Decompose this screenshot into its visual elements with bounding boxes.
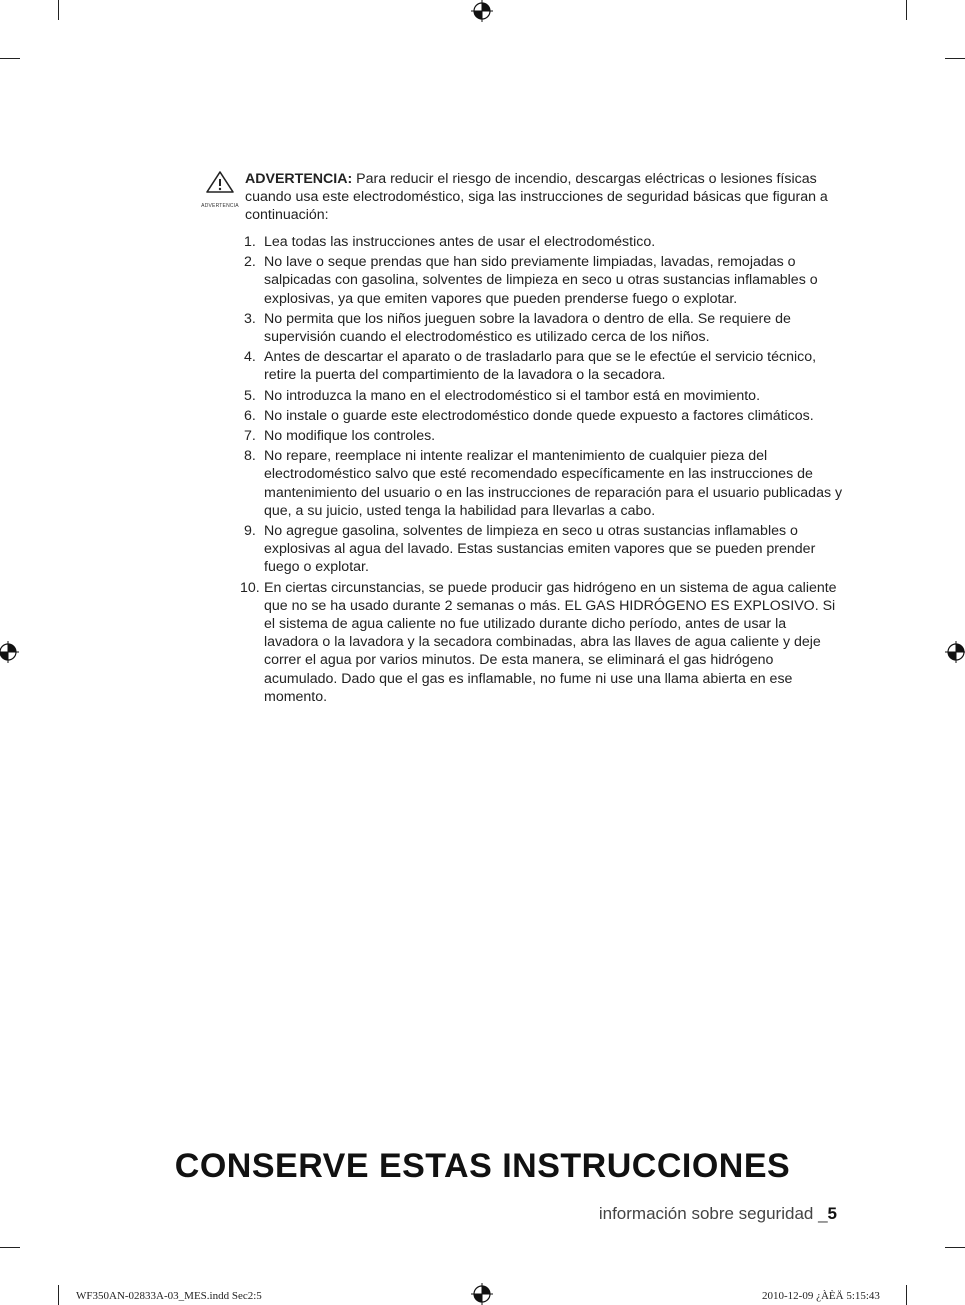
footer-section-title: información sobre seguridad _ (598, 1204, 828, 1223)
crop-mark (906, 1285, 907, 1305)
registration-target-icon (471, 1283, 493, 1305)
page-number: 5 (827, 1204, 837, 1223)
warning-icon-label: ADVERTENCIA (201, 203, 239, 209)
crop-mark (945, 1247, 965, 1248)
item-number: 9. (244, 523, 256, 540)
item-text: No introduzca la mano en el electrodoméstico si el tambor está en movimiento. (264, 387, 761, 404)
list-item (244, 407, 844, 425)
crop-mark (0, 1247, 20, 1248)
registration-target-icon (471, 0, 493, 22)
item-number: 3. (244, 310, 256, 327)
item-number: 6. (244, 407, 256, 424)
item-text: No modifique los controles. (264, 428, 436, 445)
item-number: 2. (244, 254, 256, 271)
registration-target-icon (0, 641, 19, 663)
item-text: No lave o seque prendas que han sido previamente limpiadas, lavadas, remojadas o salpicadas con gasolina, solventes de limpieza en seco u otras sustancias inflamables o explosivas, ya que emiten vapores que pueden prenderse fuego o explotar. (264, 254, 818, 307)
warning-lead: ADVERTENCIA: (245, 171, 353, 187)
page-footer (599, 1204, 837, 1224)
crop-mark (906, 0, 907, 20)
crop-mark (0, 58, 20, 59)
list-item (244, 348, 844, 384)
list-item (244, 253, 844, 308)
list-item (244, 427, 844, 445)
warning-text (245, 170, 840, 224)
warning-badge (200, 170, 240, 215)
item-number: 7. (244, 428, 256, 445)
list-item (244, 387, 844, 405)
item-text: En ciertas circunstancias, se puede producir gas hidrógeno en un sistema de agua caliente que no se ha usado durante 2 semanas o más. EL GAS HIDRÓGENO ES EXPLOSIVO. Si el sistema de agua caliente no fue utilizado durante dicho período, antes de usar la lavadora o la lavadora y la secadora combinadas, abra las llaves de agua caliente y deje correr el agua por varios minutos. De esta manera, se eliminará el gas hidrógeno acumulado. Dado que el gas es inflamable, no fume ni use una llama abierta en ese momento. (264, 579, 837, 705)
slug-timestamp: 2010-12-09 ¿ÀÈÄ 5:15:43 (762, 1290, 880, 1302)
crop-mark (58, 1285, 59, 1305)
list-item (244, 522, 844, 577)
warning-body: Para reducir el riesgo de incendio, descargas eléctricas o lesiones físicas cuando usa este electrodoméstico, siga las instrucciones de seguridad básicas que figuran a continuación: (245, 171, 828, 223)
warning-triangle-icon (205, 170, 235, 194)
slug-filename: WF350AN-02833A-03_MES.indd Sec2:5 (76, 1290, 262, 1302)
item-text: No repare, reemplace ni intente realizar el mantenimiento de cualquier pieza del electrodoméstico salvo que esté recomendado específicamente en las instrucciones de mantenimiento del usuario o en las instrucciones de reparación para el usuario publicadas y que, a su juicio, usted tenga la habilidad para llevarlas a cabo. (264, 448, 843, 519)
warning-block (200, 170, 840, 224)
item-text: Antes de descartar el aparato o de trasladarlo para que se le efectúe el servicio técnico, retire la puerta del compartimiento de la lavadora o la secadora. (264, 349, 817, 384)
list-item (240, 579, 844, 706)
item-text: No permita que los niños jueguen sobre la lavadora o dentro de ella. Se requiere de supervisión cuando el electrodoméstico es utilizado cerca de los niños. (264, 310, 791, 346)
item-number: 10. (240, 579, 260, 596)
item-number: 5. (244, 387, 256, 404)
item-number: 4. (244, 349, 256, 366)
list-item (244, 233, 844, 251)
item-text: Lea todas las instrucciones antes de usar el electrodoméstico. (264, 234, 656, 250)
registration-target-icon (945, 641, 965, 663)
item-number: 1. (244, 234, 256, 250)
list-item (244, 447, 844, 520)
crop-mark (945, 58, 965, 59)
item-text: No instale o guarde este electrodoméstico donde quede expuesto a factores climáticos. (264, 407, 814, 424)
save-instructions-heading: CONSERVE ESTAS INSTRUCCIONES (174, 1147, 791, 1185)
list-item (244, 310, 844, 346)
crop-mark (58, 0, 59, 20)
item-number: 8. (244, 448, 256, 465)
item-text: No agregue gasolina, solventes de limpieza en seco u otras sustancias inflamables o explosivas al agua del lavado. Estas sustancias emiten vapores que se pueden prender fuego o explotar. (264, 523, 816, 576)
safety-instructions-list (240, 233, 844, 708)
